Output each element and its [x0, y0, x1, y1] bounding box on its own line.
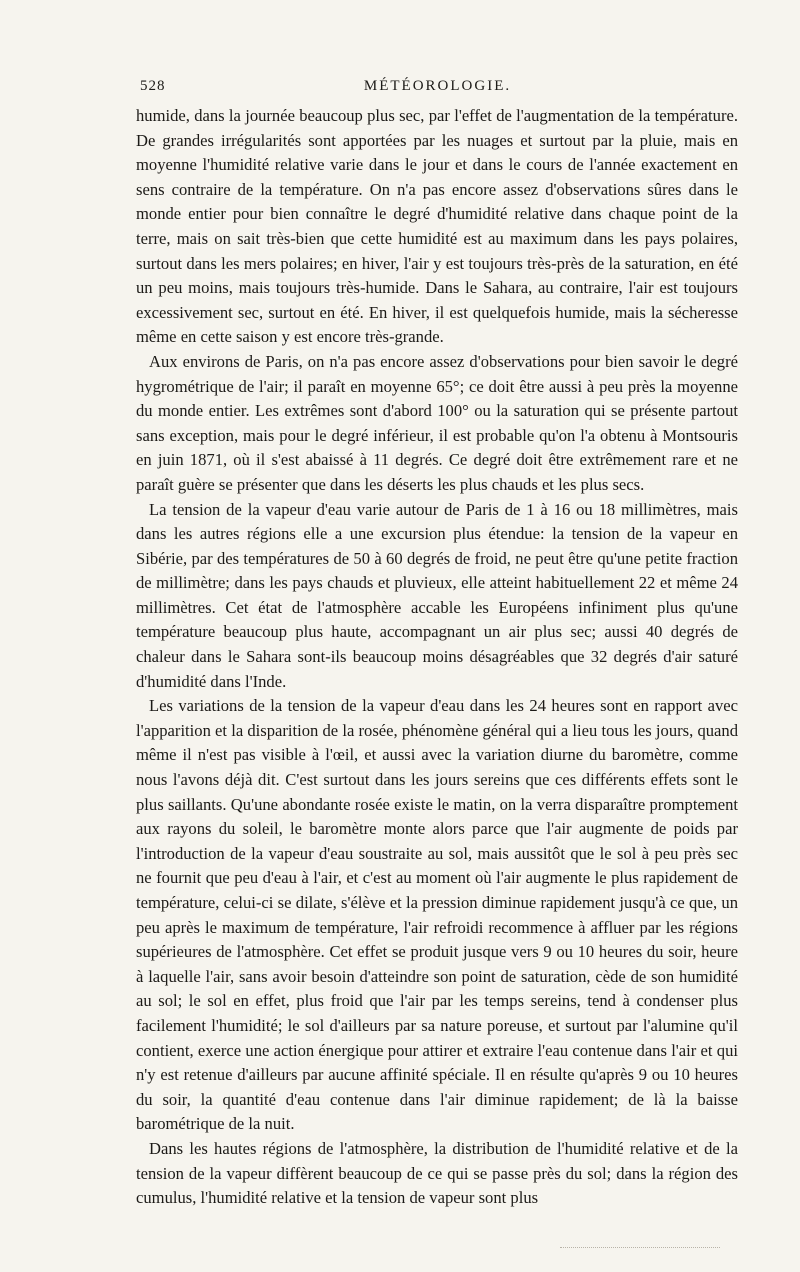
page-number: 528: [140, 78, 166, 94]
bottom-divider: [560, 1247, 720, 1248]
paragraph-daily-variations: Les variations de la tension de la vapeur d'eau dans les 24 heures sont en rapport avec l'apparition et la disparition de la rosée, phénomène général qui a lieu tous les jours, quand même il n'est pas visible à l'œil, et aussi avec la variation diurne du baromètre, comme nous l'avons déjà dit. C'est surtout dans les jours sereins que ces différents effets sont le plus saillants. Qu'une abondante rosée existe le matin, on la verra disparaître promptement aux rayons du soleil, le baromètre monte alors parce que l'air augmente de poids par l'introduction de la vapeur d'eau soustraite au sol, mais aussitôt que le sol à peu près sec ne fournit que peu d'eau à l'air, et c'est au moment où l'air augmente le plus rapidement de température, celui-ci se dilate, s'élève et la pression diminue rapidement jusqu'à ce que, un peu après le maximum de température, l'air refroidi recommence à affluer par les régions supérieures de l'atmosphère. Cet effet se produit jusque vers 9 ou 10 heures du soir, heure à laquelle l'air, sans avoir besoin d'atteindre son point de saturation, cède de son humidité au sol; le sol en effet, plus froid que l'air par les temps sereins, tend à condenser plus facilement l'humidité; le sol d'ailleurs par sa nature poreuse, et surtout par l'alumine qu'il contient, exerce une action énergique pour attirer et extraire l'eau contenue dans l'air et qui n'y est retenue d'ailleurs par aucune affinité spéciale. Il en résulte qu'après 9 ou 10 heures du soir, la quantité d'eau contenue dans l'air diminue rapidement; de là la baisse barométrique de la nuit.: [136, 696, 738, 1134]
paragraph-paris-hygrometry: Aux environs de Paris, on n'a pas encore assez d'observations pour bien savoir le degré hygrométrique de l'air; il paraît en moyenne 65°; ce doit être aussi à peu près la moyenne du monde entier. Les extrêmes sont d'abord 100° ou la saturation qui se présente partout sans exception, mais pour le degré inférieur, il est probable qu'on l'a obtenu à Montsouris en juin 1871, où il s'est abaissé à 11 degrés. Ce degré doit être extrêmement rare et ne paraît guère se présenter que dans les déserts les plus chauds et les plus secs.: [136, 351, 738, 494]
paragraph-vapour-tension: La tension de la vapeur d'eau varie autour de Paris de 1 à 16 ou 18 millimètres, mais dans les autres régions elle a une excursion plus étendue: la tension de la vapeur en Sibérie, par des températures de 50 à 60 degrés de froid, ne peut être qu'une petite fraction de millimètre; dans les pays chauds et pluvieux, elle atteint habituellement 22 et même 24 millimètres. Cet état de l'atmosphère accable les Européens infiniment plus qu'une température beaucoup plus haute, accompagnant un air plus sec; aussi 40 degrés de chaleur dans le Sahara sont-ils beaucoup moins désagréables que 32 degrés d'air saturé d'humidité dans l'Inde.: [136, 499, 738, 691]
running-title: MÉTÉOROLOGIE.: [363, 78, 512, 94]
paragraph-humidity-continued: humide, dans la journée beaucoup plus sec, par l'effet de l'augmentation de la température. De grandes irrégularités sont apportées par les nuages et surtout par la pluie, mais en moyenne l'humidité relative varie dans le jour et dans le cours de l'année exactement en sens contraire de la température. On n'a pas encore assez d'observations sûres dans le monde entier pour bien connaître le degré d'humidité relative dans chaque point de la terre, mais on sait très-bien que cette humidité est au maximum dans les pays polaires, surtout dans les mers polaires; en hiver, l'air y est toujours très-près de la saturation, en été un peu moins, mais toujours très-humide. Dans le Sahara, au contraire, l'air est toujours excessivement sec, surtout en été. En hiver, il est quelquefois humide, mais la sécheresse même en cette saison y est encore très-grande.: [136, 106, 738, 347]
page-header: [140, 78, 735, 102]
body-text: [136, 104, 738, 1211]
paragraph-upper-atmosphere: Dans les hautes régions de l'atmosphère, la distribution de l'humidité relative et de la tension de la vapeur diffèrent beaucoup de ce qui se passe près du sol; dans la région des cumulus, l'humidité relative et la tension de vapeur sont plus: [136, 1138, 738, 1208]
